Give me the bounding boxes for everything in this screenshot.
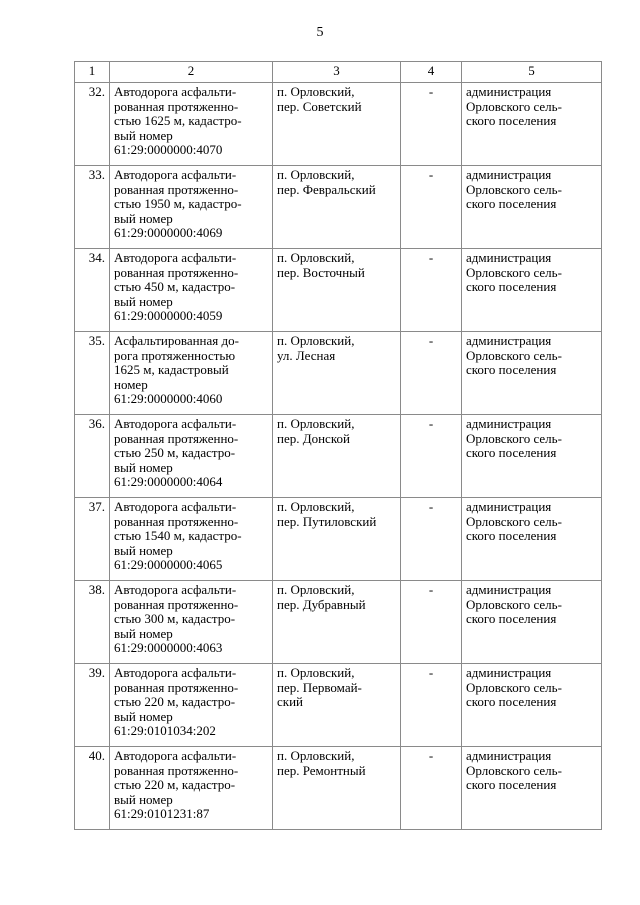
object-description: Автодорога асфальти- рованная протяженно- стью 1540 м, кадастро- вый номер 61:29:0000000:4065 [110,498,273,581]
table-row [75,415,602,498]
object-address: п. Орловский, пер. Первомай- ский [273,664,401,747]
object-address: п. Орловский, пер. Донской [273,415,401,498]
owner: администрация Орловского сель- ского поселения [462,415,602,498]
owner: администрация Орловского сель- ского поселения [462,83,602,166]
column-4-value: - [401,415,462,498]
column-header-2: 2 [110,62,273,83]
row-number: 36. [75,415,110,498]
object-address: п. Орловский, пер. Советский [273,83,401,166]
object-address: п. Орловский, пер. Февральский [273,166,401,249]
column-4-value: - [401,332,462,415]
object-description: Автодорога асфальти- рованная протяженно- стью 220 м, кадастро- вый номер 61:29:0101034:202 [110,664,273,747]
table-body [75,83,602,830]
object-address: п. Орловский, пер. Путиловский [273,498,401,581]
row-number: 39. [75,664,110,747]
owner: администрация Орловского сель- ского поселения [462,498,602,581]
row-number: 35. [75,332,110,415]
page-number: 5 [316,25,324,40]
column-4-value: - [401,747,462,830]
object-description: Автодорога асфальти- рованная протяженно- стью 450 м, кадастро- вый номер 61:29:0000000:4059 [110,249,273,332]
object-description: Асфальтированная до- рога протяженностью 1625 м, кадастровый номер 61:29:0000000:4060 [110,332,273,415]
table-row [75,332,602,415]
owner: администрация Орловского сель- ского поселения [462,664,602,747]
owner: администрация Орловского сель- ского поселения [462,332,602,415]
table-row [75,166,602,249]
object-address: п. Орловский, пер. Дубравный [273,581,401,664]
row-number: 33. [75,166,110,249]
column-4-value: - [401,166,462,249]
column-4-value: - [401,498,462,581]
column-header-1: 1 [75,62,110,83]
column-4-value: - [401,249,462,332]
object-address: п. Орловский, пер. Восточный [273,249,401,332]
table-row [75,498,602,581]
row-number: 32. [75,83,110,166]
column-header-5: 5 [462,62,602,83]
row-number: 40. [75,747,110,830]
object-description: Автодорога асфальти- рованная протяженно- стью 300 м, кадастро- вый номер 61:29:0000000:4063 [110,581,273,664]
table-row [75,747,602,830]
column-header-3: 3 [273,62,401,83]
column-4-value: - [401,581,462,664]
table-row [75,83,602,166]
object-description: Автодорога асфальти- рованная протяженно- стью 1625 м, кадастро- вый номер 61:29:0000000:4070 [110,83,273,166]
owner: администрация Орловского сель- ского поселения [462,581,602,664]
object-description: Автодорога асфальти- рованная протяженно- стью 220 м, кадастро- вый номер 61:29:0101231:87 [110,747,273,830]
row-number: 34. [75,249,110,332]
object-description: Автодорога асфальти- рованная протяженно- стью 1950 м, кадастро- вый номер 61:29:0000000:4069 [110,166,273,249]
table-row [75,249,602,332]
registry-table [74,61,602,830]
column-4-value: - [401,83,462,166]
owner: администрация Орловского сель- ского поселения [462,747,602,830]
column-4-value: - [401,664,462,747]
row-number: 38. [75,581,110,664]
column-header-4: 4 [401,62,462,83]
object-description: Автодорога асфальти- рованная протяженно- стью 250 м, кадастро- вый номер 61:29:0000000:4064 [110,415,273,498]
row-number: 37. [75,498,110,581]
object-address: п. Орловский, ул. Лесная [273,332,401,415]
object-address: п. Орловский, пер. Ремонтный [273,747,401,830]
owner: администрация Орловского сель- ского поселения [462,166,602,249]
table-row [75,664,602,747]
owner: администрация Орловского сель- ского поселения [462,249,602,332]
table-row [75,581,602,664]
table-header-row [75,62,602,83]
